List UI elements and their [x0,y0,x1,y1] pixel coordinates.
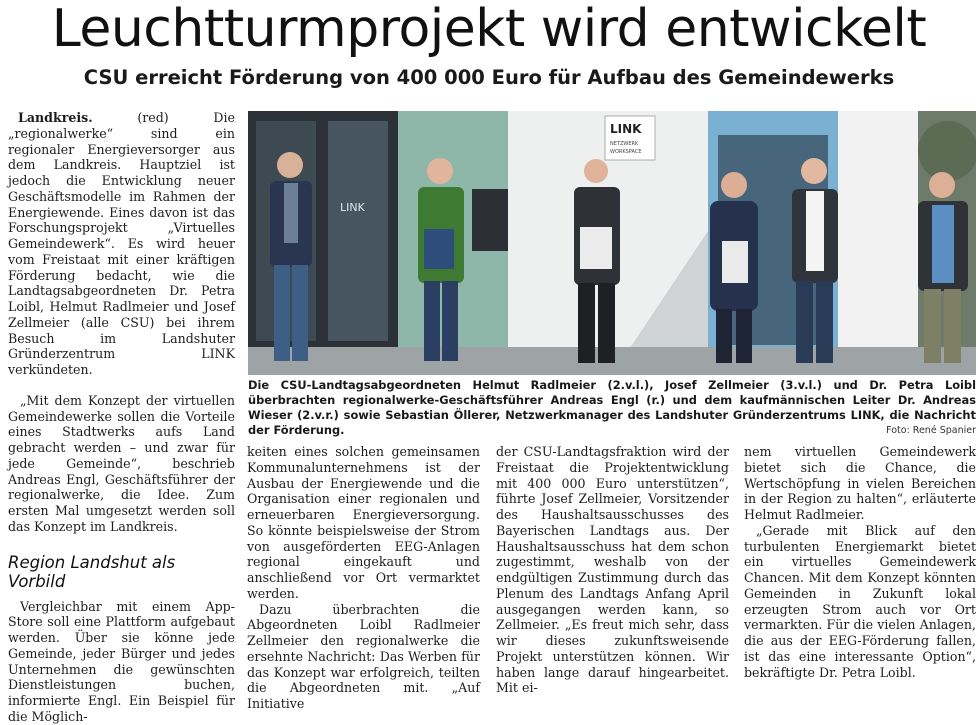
article-paragraph: „Mit dem Konzept der virtuellen Gemeindewerke sollen die Vorteile eines Stadtwerks aufs Land gebracht werden – und zwar für jede Gemeinde“, beschrieb Andreas Engl, Geschäftsführer der regionalwerke, die Idee. Zum ersten Mal umgesetzt werden soll das Konzept im Landkreis. [8,392,235,534]
article-column-4 [744,444,976,680]
article-column-3 [496,444,729,696]
headline: Leuchtturmprojekt wird entwickelt [51,0,927,59]
article-paragraph: Vergleichbar mit einem App-Store soll eine Plattform aufgebaut werden. Über sie könne jede Gemeinde, jeder Bürger und jedes Unternehmen die gewünschten Dienstleistungen buchen, informierte Engl. Ein Beispiel für die Möglich- [8,598,235,724]
wall-sign: LINK [610,122,642,136]
dateline: Landkreis. [18,110,93,125]
article-photo [248,111,976,375]
subheadline: CSU erreicht Förderung von 400 000 Euro für Aufbau des Gemeindewerks [83,66,895,89]
photo-credit: Foto: René Spanier [886,425,976,436]
article-paragraph: nem virtuellen Gemeindewerk bietet sich die Chance, die Wertschöpfung in vielen Bereichen in der Region zu halten“, erläuterte Helmut Radlmeier. [744,444,976,522]
article-paragraph: der CSU-Landtagsfraktion wird der Freistaat die Projektentwicklung mit 400 000 Euro unterstützen“, führte Josef Zellmeier, Vorsitzender des Haushaltsausschusses des Bayerischen Landtags aus. Der Haushaltsausschuss hat dem schon zugestimmt, weshalb von der endgültigen Zustimmung durch das Plenum des Landtags Anfang April ausgegangen werden kann, so Zellmeier. „Es freut mich sehr, dass wir dieses zukunftsweisende Projekt unterstützen können. Wir haben lange darauf hingearbeitet. Mit ei- [496,444,729,696]
caption-text: Die CSU-Landtagsabgeordneten Helmut Radlmeier (2.v.l.), Josef Zellmeier (3.v.l.) und Dr. Petra Loibl überbrachten regionalwerke-Geschäftsführer Andreas Engl (r.) und dem kaufmännischen Leiter Dr. Andreas Wieser (2.v.r.) sowie Sebastian Öllerer, Netzwerkmanager des Landshuter Gründerzentrums LINK, die Nachricht der Förderung. [248,378,976,437]
photo-caption [248,378,976,438]
article-paragraph: Dazu überbrachten die Abgeordneten Loibl Radlmeier Zellmeier den regionalwerke die ersehnte Nachricht: Das Werben für das Konzept war erfolgreich, teilten die Abgeordneten mit. „Auf Initiative [247,601,480,711]
article-column-2 [247,444,480,712]
wall-sign-sub2: WORKSPACE [610,149,642,155]
paragraph-text: (red) Die „regionalwerke“ sind ein regionaler Energieversorger aus dem Landkreis. Hauptziel ist jedoch die Entwicklung neuer Geschäftsmodelle im Rahmen der Energiewende. Eines davon ist das Forschungsprojekt „Virtuelles Gemeindewerk“. Es wird heuer vom Freistaat mit einer kräftigen Förderung bedacht, wie die Landtagsabgeordneten Dr. Petra Loibl, Helmut Radlmeier und Josef Zellmeier (alle CSU) bei ihrem Besuch im Landshuter Gründerzentrum LINK verkündeten. [8,110,235,377]
door-sign: LINK [340,201,365,214]
article-column-1 [8,110,235,725]
article-paragraph [8,110,235,378]
section-subhead: Region Landshut als Vorbild [8,552,176,591]
article-paragraph: „Gerade mit Blick auf den turbulenten Energiemarkt bietet ein virtuelles Gemeindewerk Chancen. Mit dem Konzept könnten Gemeinden in Zukunft lokal erzeugten Strom auch vor Ort vermarkten. Für die vielen Anlagen, die aus der EEG-Förderung fallen, ist das eine interessante Option“, bekräftigte Dr. Petra Loibl. [744,522,976,680]
article-paragraph: keiten eines solchen gemeinsamen Kommunalunternehmens ist der Ausbau der Energiewende und die Organisation einer regionalen und erneuerbaren Energieversorgung. So könnte beispielsweise der Strom von ausgeförderten EEG-Anlagen regional eingekauft und anschließend vor Ort vermarktet werden. [247,444,480,601]
wall-sign-sub1: NETZWERK [610,141,639,147]
